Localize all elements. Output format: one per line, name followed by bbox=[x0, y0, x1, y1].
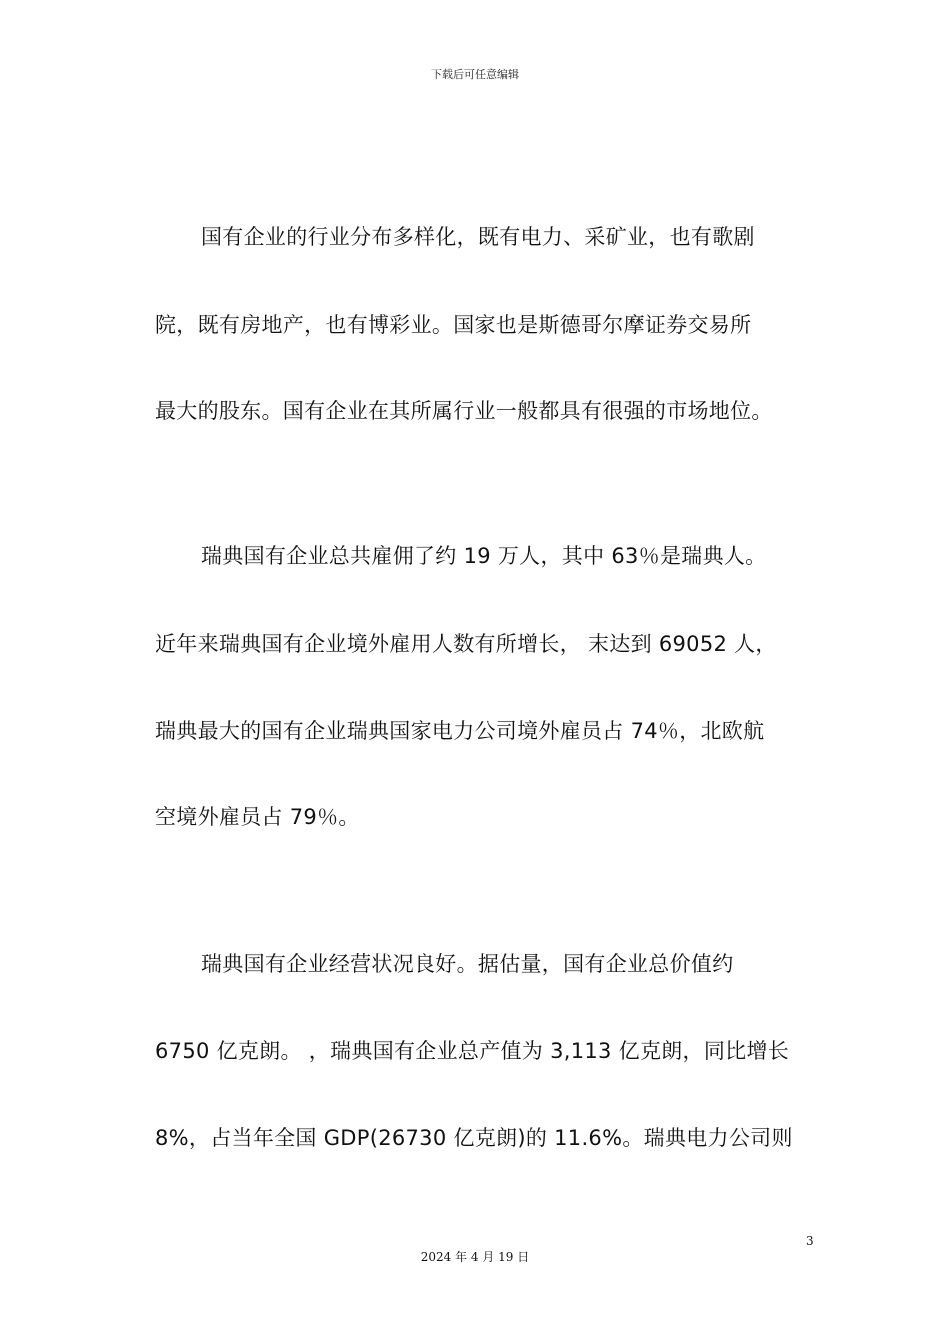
paragraph-1-line-3: 最大的股东。国有企业在其所属行业一般都具有很强的市场地位。 bbox=[155, 399, 773, 423]
paragraph-2-line-3: 瑞典最大的国有企业瑞典国家电力公司境外雇员占 74％，北欧航 bbox=[155, 719, 765, 743]
page-number: 3 bbox=[806, 1234, 814, 1248]
paragraph-2-line-4: 空境外雇员占 79％。 bbox=[155, 805, 360, 829]
paragraph-2-line-1: 瑞典国有企业总共雇佣了约 19 万人，其中 63％是瑞典人。 bbox=[201, 544, 767, 568]
page-header: 下载后可任意编辑 bbox=[431, 68, 519, 81]
paragraph-3-line-2: 6750 亿克朗。 ，瑞典国有企业总产值为 3,113 亿克朗，同比增长 bbox=[155, 1039, 790, 1063]
paragraph-3-line-3: 8%，占当年全国 GDP(26730 亿克朗)的 11.6%。瑞典电力公司则 bbox=[155, 1126, 793, 1150]
paragraph-2-line-2: 近年来瑞典国有企业境外雇用人数有所增长， 末达到 69052 人， bbox=[155, 632, 777, 656]
paragraph-1-line-2: 院，既有房地产，也有博彩业。国家也是斯德哥尔摩证券交易所 bbox=[155, 313, 752, 337]
paragraph-1-line-1: 国有企业的行业分布多样化，既有电力、采矿业，也有歌剧 bbox=[201, 225, 755, 249]
page-footer-date: 2024 年 4 月 19 日 bbox=[420, 1250, 530, 1264]
paragraph-3-line-1: 瑞典国有企业经营状况良好。据估量，国有企业总价值约 bbox=[201, 952, 734, 976]
